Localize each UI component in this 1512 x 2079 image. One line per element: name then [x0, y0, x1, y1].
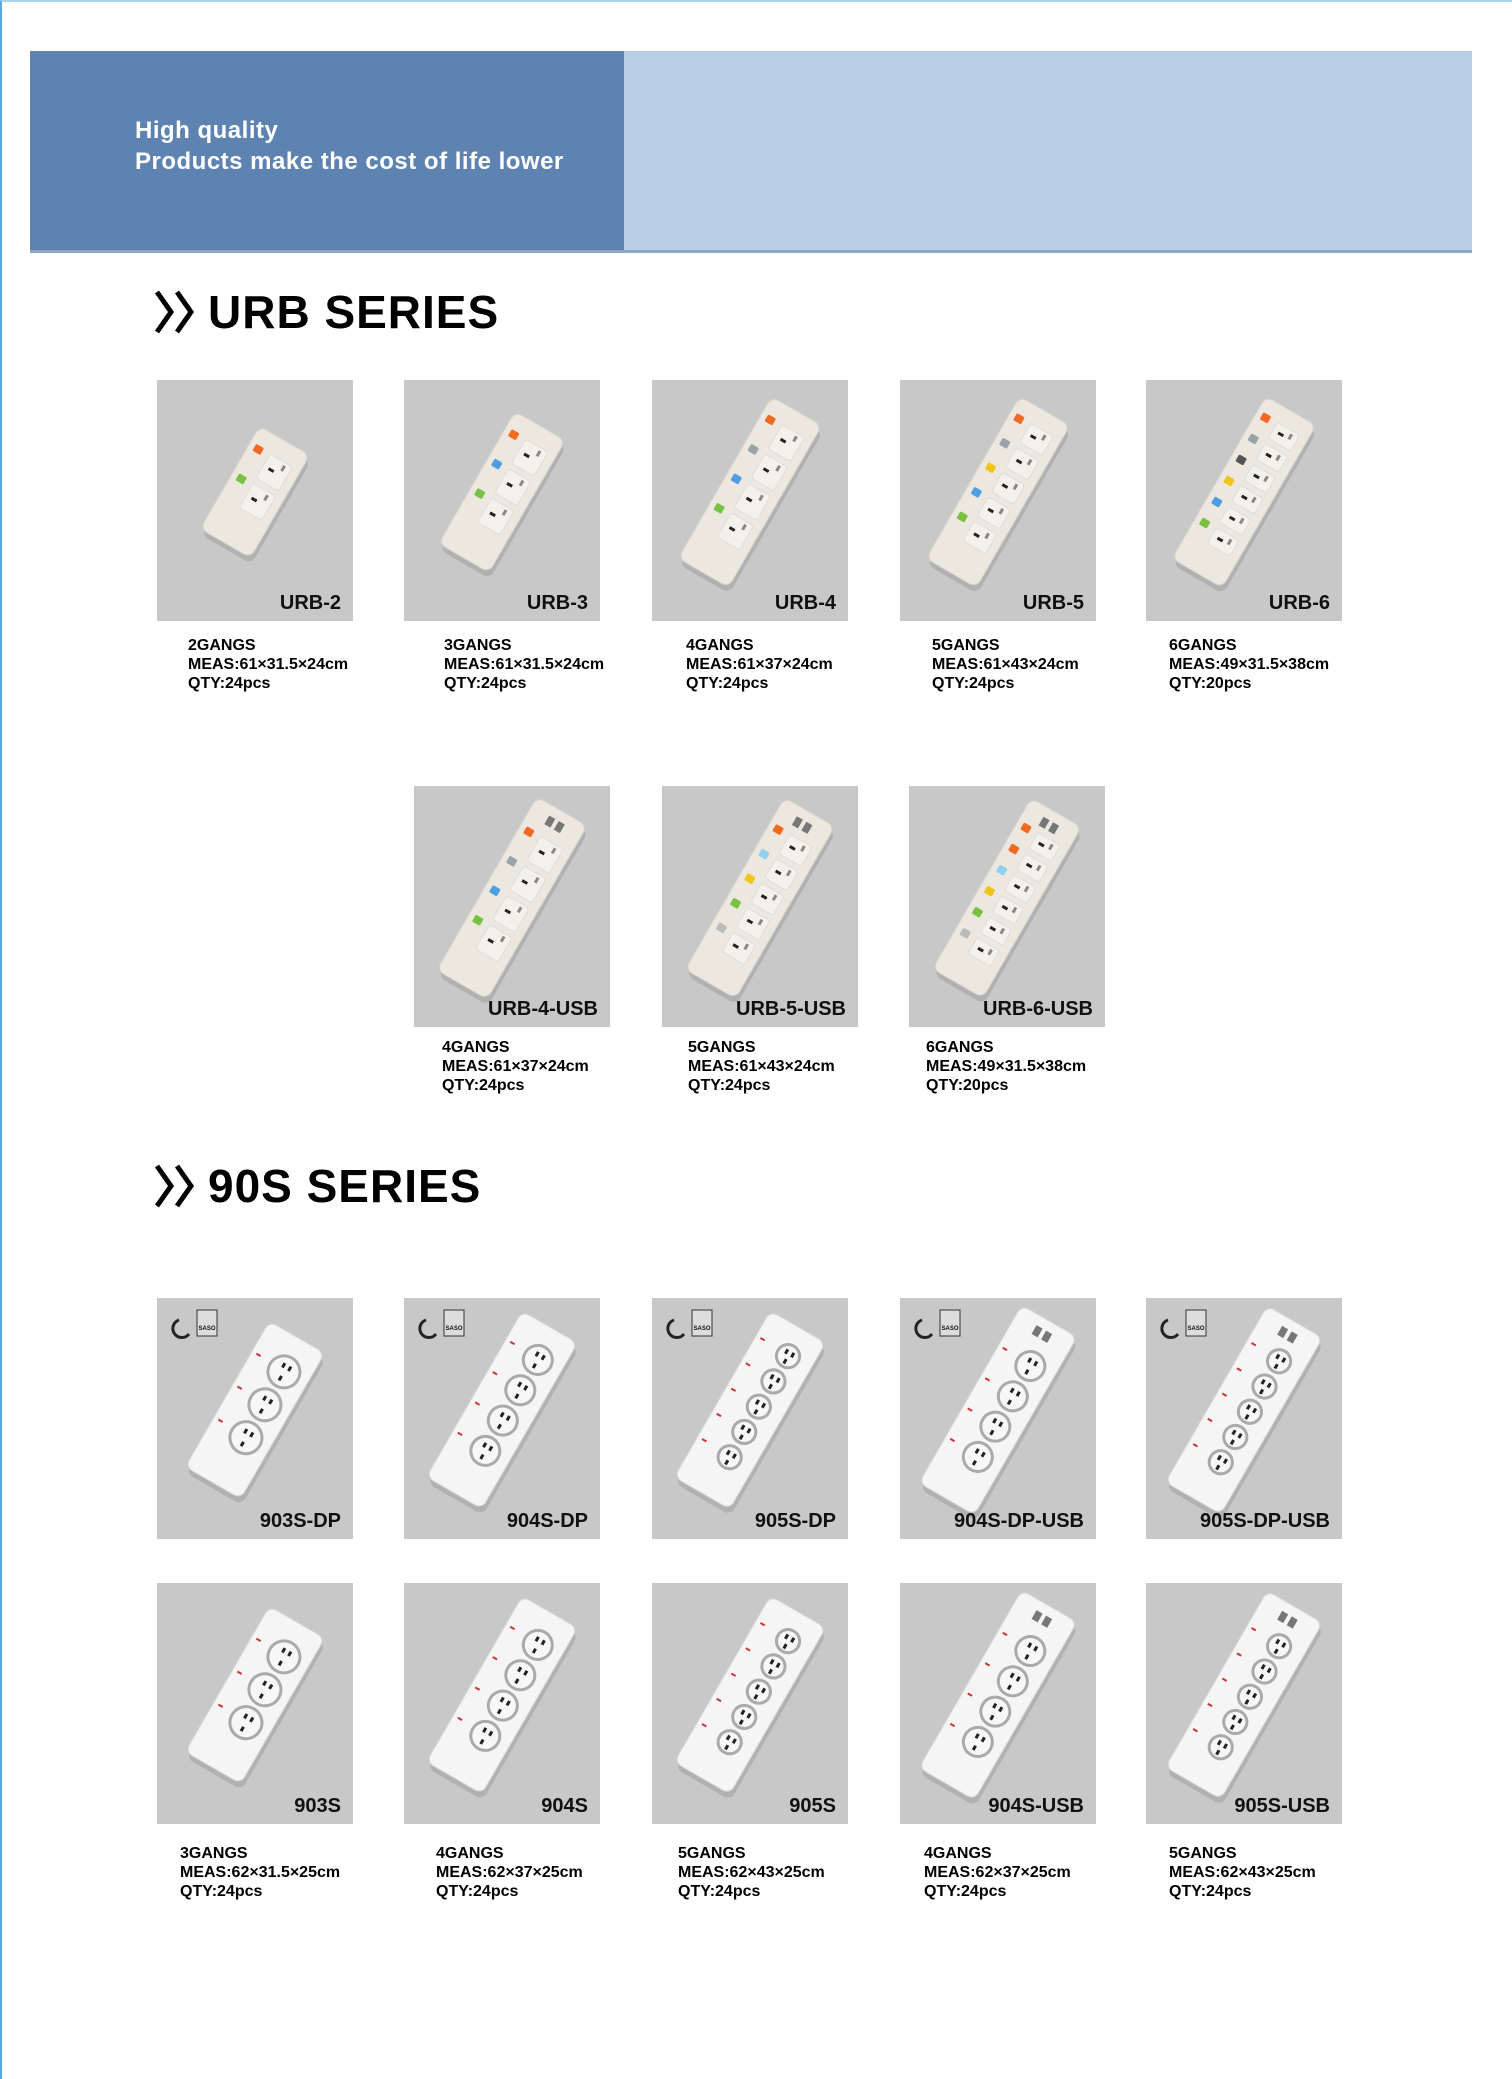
product-image: [900, 1298, 1096, 1539]
product-tile[interactable]: [1146, 380, 1342, 621]
svg-text:SASO: SASO: [445, 1326, 463, 1332]
product-specs: [436, 1844, 583, 1901]
quantity-text: QTY:24pcs: [688, 1077, 771, 1094]
product-image: [1146, 1298, 1342, 1539]
product-image: [652, 1298, 848, 1539]
product-tile[interactable]: [414, 786, 610, 1027]
model-label: URB-6: [1268, 592, 1330, 614]
quantity-text: QTY:20pcs: [1169, 675, 1252, 692]
gangs-text: 6GANGS: [1169, 637, 1237, 654]
product-image: [1146, 1583, 1342, 1824]
model-label: 904S-DP-USB: [953, 1510, 1084, 1532]
header-banner: [30, 51, 1472, 253]
measurements-text: MEAS:62×37×25cm: [436, 1864, 583, 1881]
product-specs: [188, 636, 348, 693]
certification-logo-icon: [1162, 1310, 1206, 1338]
gangs-text: 4GANGS: [686, 637, 754, 654]
quantity-text: QTY:24pcs: [180, 1883, 263, 1900]
product-image: [414, 786, 610, 1027]
product-specs: [926, 1038, 1086, 1095]
measurements-text: MEAS:62×31.5×25cm: [180, 1864, 341, 1881]
slogan-line-2: Products make the cost of life lower: [135, 148, 564, 175]
product-specs: [180, 1844, 340, 1901]
power-strip-image: [434, 797, 590, 1006]
product-tile[interactable]: [900, 1298, 1096, 1539]
power-strip-image: [1163, 1591, 1326, 1806]
gangs-text: 5GANGS: [932, 637, 1000, 654]
product-specs: [924, 1844, 1071, 1901]
gangs-text: 4GANGS: [436, 1845, 504, 1862]
power-strip-image: [683, 798, 838, 1005]
gangs-text: 3GANGS: [180, 1845, 248, 1862]
banner-dark-panel: [30, 51, 624, 250]
gangs-text: 3GANGS: [444, 637, 512, 654]
model-label: 905S: [789, 1795, 836, 1817]
urb-series-title: URB SERIES: [208, 286, 500, 338]
measurements-text: MEAS:62×43×25cm: [1169, 1864, 1316, 1881]
product-specs: [1169, 636, 1329, 693]
power-strip-image: [198, 426, 313, 564]
model-label: 904S: [541, 1795, 588, 1817]
product-tile[interactable]: [900, 1583, 1096, 1824]
gangs-text: 5GANGS: [678, 1845, 746, 1862]
quantity-text: QTY:24pcs: [444, 675, 527, 692]
certification-logo-icon: [668, 1310, 712, 1338]
product-specs: [1169, 1844, 1316, 1901]
product-tile[interactable]: [662, 786, 858, 1027]
product-image: [157, 1298, 353, 1539]
measurements-text: MEAS:61×31.5×24cm: [188, 656, 349, 673]
measurements-text: MEAS:62×43×25cm: [678, 1864, 825, 1881]
product-image: [157, 380, 353, 621]
measurements-text: MEAS:49×31.5×38cm: [926, 1058, 1087, 1075]
power-strip-image: [676, 397, 825, 594]
quantity-text: QTY:24pcs: [678, 1883, 761, 1900]
product-tile[interactable]: [652, 380, 848, 621]
product-image: [900, 1583, 1096, 1824]
gangs-text: 5GANGS: [688, 1039, 756, 1056]
power-strip-image: [424, 1596, 581, 1800]
double-chevron-right-icon: [154, 288, 200, 336]
power-strip-image: [916, 1305, 1080, 1521]
gangs-text: 4GANGS: [924, 1845, 992, 1862]
quantity-text: QTY:24pcs: [436, 1883, 519, 1900]
model-label: 904S-USB: [988, 1795, 1084, 1817]
model-label: URB-5: [1022, 592, 1084, 614]
product-tile[interactable]: [1146, 1583, 1342, 1824]
svg-text:SASO: SASO: [198, 1326, 216, 1332]
power-strip-image: [436, 411, 568, 578]
measurements-text: MEAS:62×37×25cm: [924, 1864, 1071, 1881]
gangs-text: 4GANGS: [442, 1039, 510, 1056]
product-specs: [678, 1844, 825, 1901]
model-label: URB-4-USB: [488, 998, 598, 1020]
quantity-text: QTY:24pcs: [924, 1883, 1007, 1900]
product-tile[interactable]: [157, 1298, 353, 1539]
model-label: 905S-USB: [1234, 1795, 1330, 1817]
measurements-text: MEAS:61×43×24cm: [688, 1058, 835, 1075]
model-label: URB-2: [279, 592, 341, 614]
power-strip-image: [916, 1590, 1080, 1806]
svg-text:SASO: SASO: [1187, 1326, 1205, 1332]
model-label: 904S-DP: [506, 1510, 588, 1532]
product-image: [900, 380, 1096, 621]
power-strip-image: [183, 1606, 328, 1790]
model-label: URB-3: [526, 592, 588, 614]
svg-text:SASO: SASO: [693, 1326, 711, 1332]
product-tile[interactable]: [652, 1298, 848, 1539]
product-image: [652, 380, 848, 621]
product-tile[interactable]: [1146, 1298, 1342, 1539]
slogan-line-1: High quality: [135, 117, 279, 144]
urb-series-heading: [154, 285, 499, 339]
product-image: [652, 1583, 848, 1824]
product-image: [157, 1583, 353, 1824]
measurements-text: MEAS:61×37×24cm: [442, 1058, 589, 1075]
product-tile[interactable]: [900, 380, 1096, 621]
model-label: 905S-DP: [754, 1510, 836, 1532]
gangs-text: 6GANGS: [926, 1039, 994, 1056]
quantity-text: QTY:24pcs: [686, 675, 769, 692]
model-label: 903S-DP: [259, 1510, 341, 1532]
product-image: [404, 1298, 600, 1539]
product-tile[interactable]: [157, 380, 353, 621]
certification-logo-icon: [420, 1310, 464, 1338]
power-strip-image: [672, 1311, 829, 1516]
double-chevron-right-icon: [154, 1162, 200, 1210]
power-strip-image: [930, 798, 1085, 1004]
model-label: 905S-DP-USB: [1199, 1510, 1330, 1532]
power-strip-image: [424, 1311, 581, 1515]
product-tile[interactable]: [157, 1583, 353, 1824]
product-tile[interactable]: [652, 1583, 848, 1824]
power-strip-image: [183, 1321, 328, 1505]
s90-series-title: 90S SERIES: [208, 1160, 482, 1212]
quantity-text: QTY:24pcs: [932, 675, 1015, 692]
product-image: [662, 786, 858, 1027]
power-strip-image: [924, 396, 1074, 593]
svg-text:SASO: SASO: [941, 1326, 959, 1332]
s90-series-heading: [154, 1159, 481, 1213]
measurements-text: MEAS:49×31.5×38cm: [1169, 656, 1330, 673]
quantity-text: QTY:24pcs: [442, 1077, 525, 1094]
product-tile[interactable]: [404, 380, 600, 621]
gangs-text: 5GANGS: [1169, 1845, 1237, 1862]
power-strip-image: [672, 1596, 829, 1801]
measurements-text: MEAS:61×37×24cm: [686, 656, 833, 673]
banner-slogan: [135, 115, 564, 177]
quantity-text: QTY:24pcs: [1169, 1883, 1252, 1900]
model-label: URB-6-USB: [983, 998, 1093, 1020]
product-specs: [686, 636, 833, 693]
power-strip-image: [1169, 396, 1319, 594]
model-label: URB-4: [774, 592, 836, 614]
model-label: URB-5-USB: [736, 998, 846, 1020]
quantity-text: QTY:20pcs: [926, 1077, 1009, 1094]
product-tile[interactable]: [404, 1583, 600, 1824]
measurements-text: MEAS:61×43×24cm: [932, 656, 1079, 673]
product-specs: [688, 1038, 835, 1095]
product-image: [404, 380, 600, 621]
product-specs: [932, 636, 1079, 693]
product-image: [1146, 380, 1342, 621]
power-strip-image: [1163, 1306, 1326, 1521]
product-tile[interactable]: [909, 786, 1105, 1027]
certification-logo-icon: [173, 1310, 217, 1338]
quantity-text: QTY:24pcs: [188, 675, 271, 692]
model-label: 903S: [294, 1795, 341, 1817]
product-image: [909, 786, 1105, 1027]
product-image: [404, 1583, 600, 1824]
product-tile[interactable]: [404, 1298, 600, 1539]
product-specs: [444, 636, 604, 693]
product-specs: [442, 1038, 589, 1095]
certification-logo-icon: [916, 1310, 960, 1338]
gangs-text: 2GANGS: [188, 637, 256, 654]
measurements-text: MEAS:61×31.5×24cm: [444, 656, 605, 673]
